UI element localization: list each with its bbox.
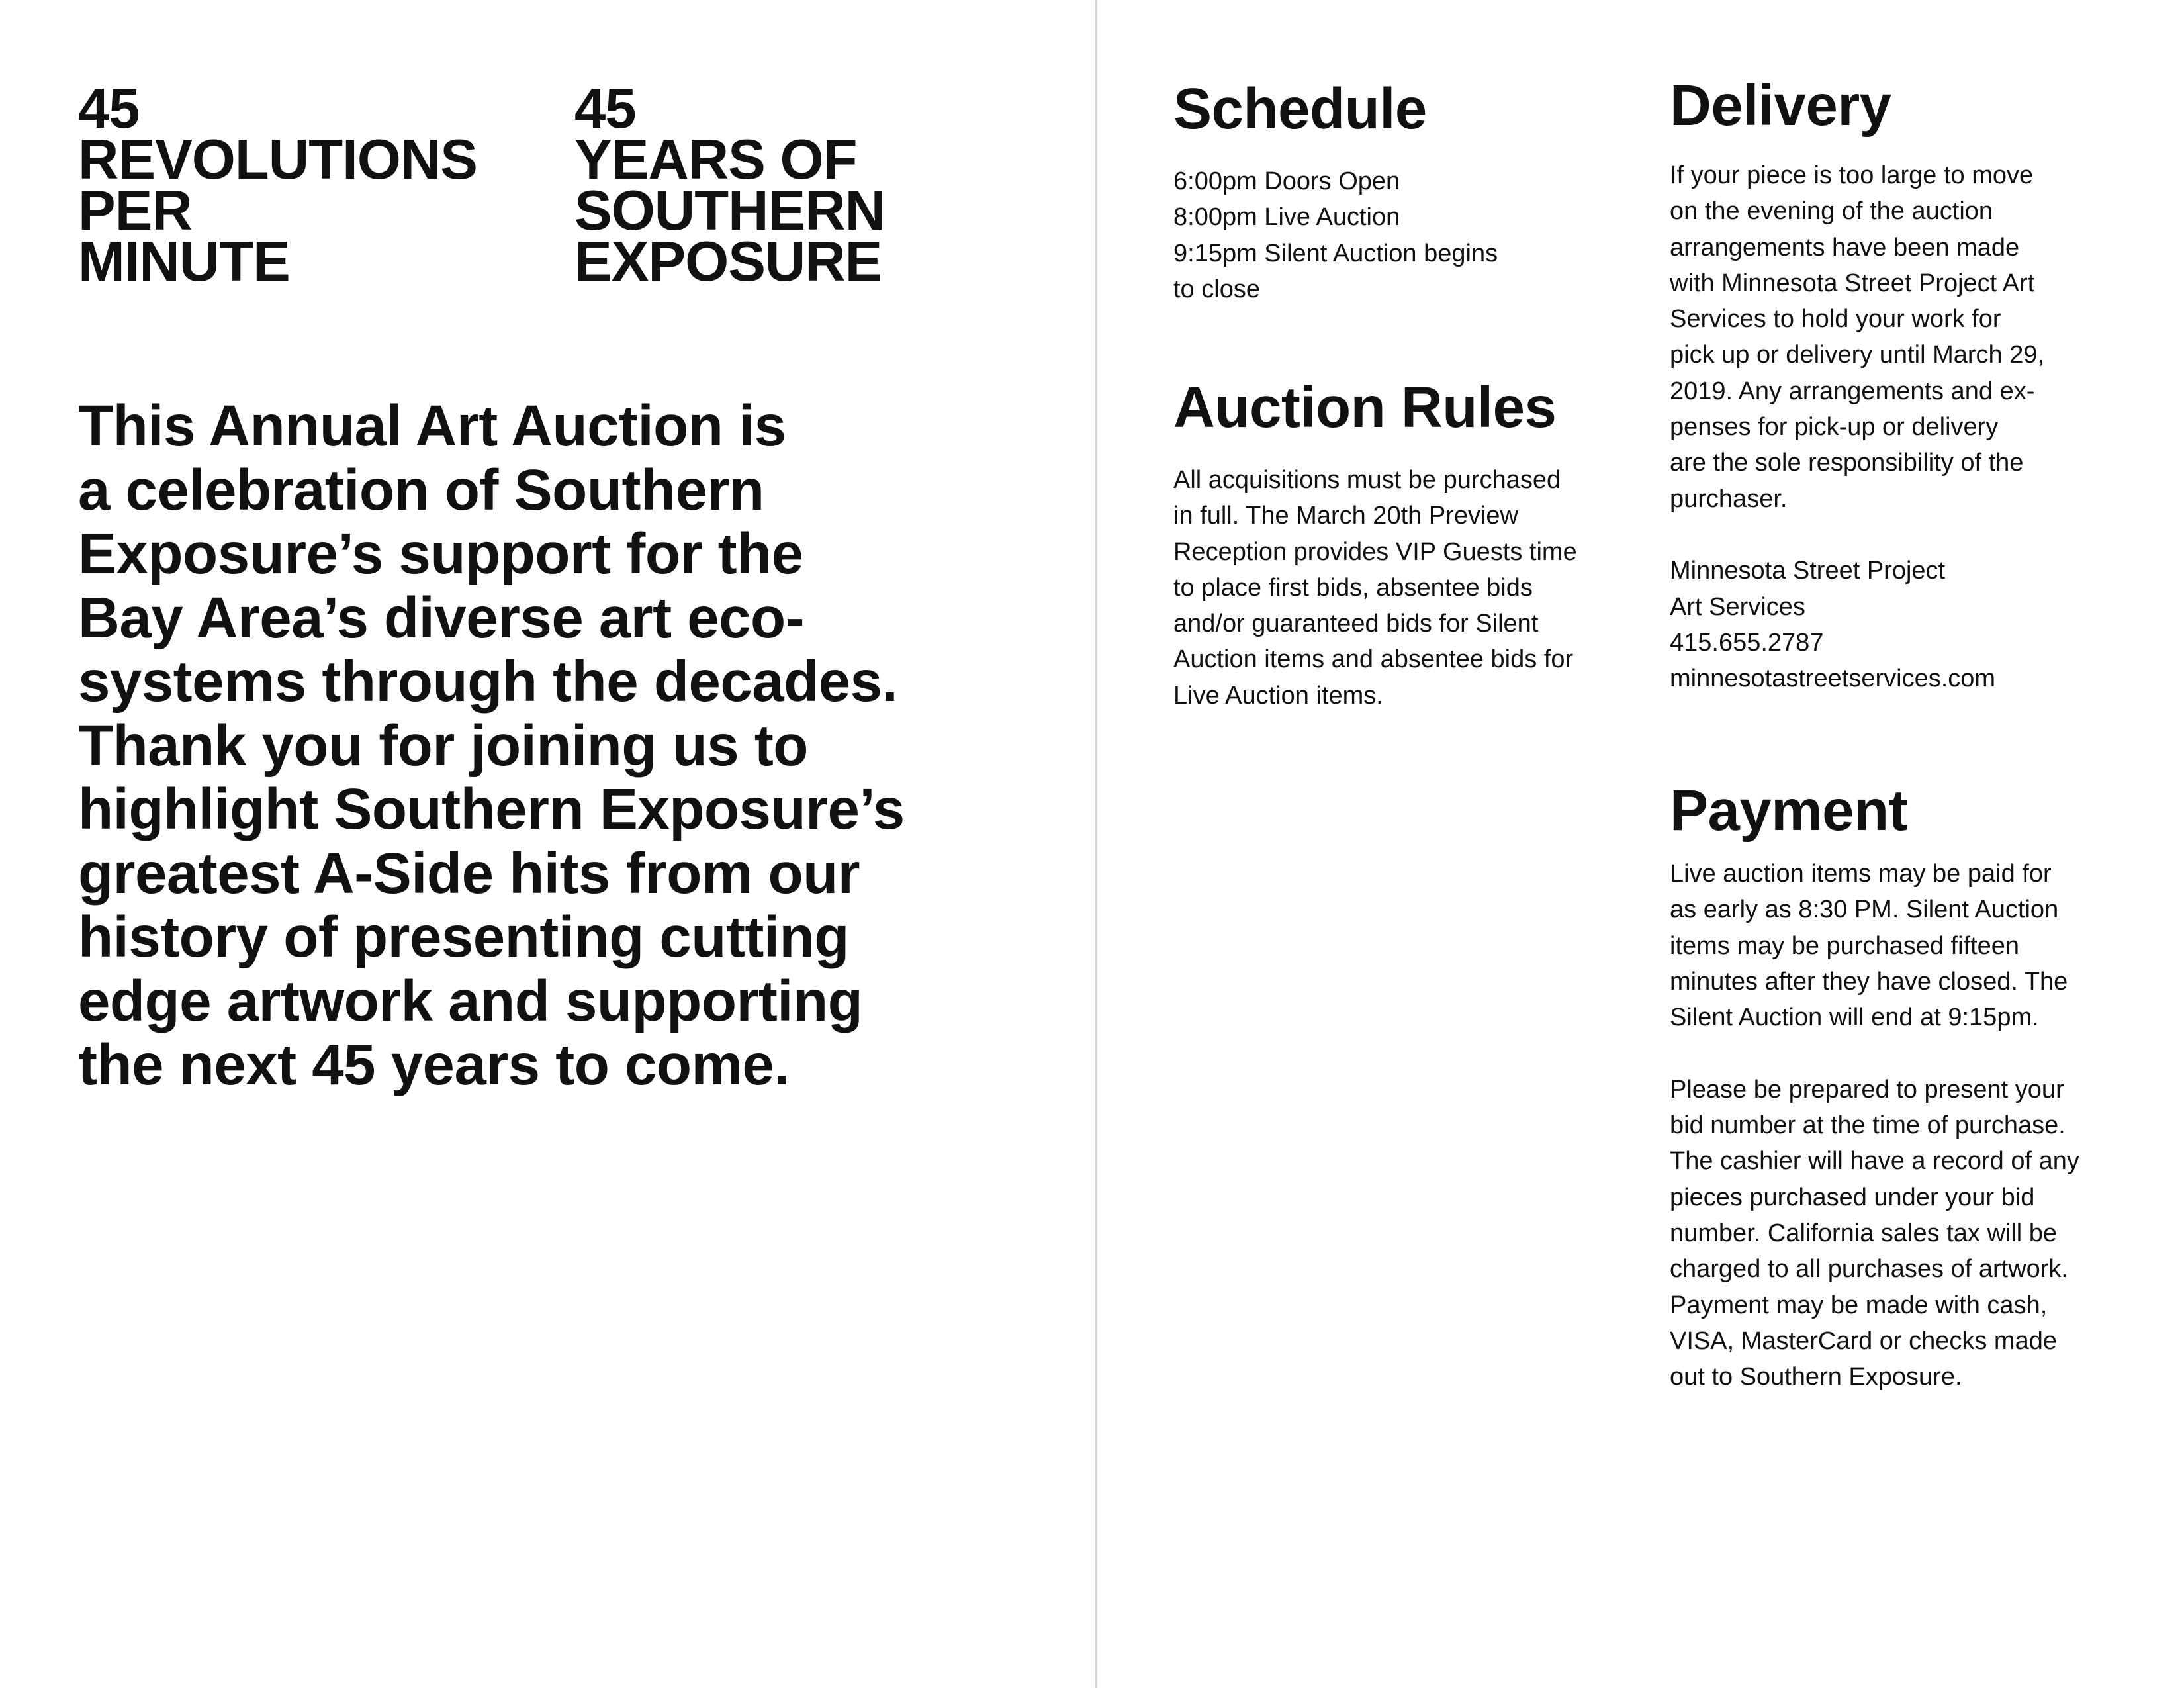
payment-line: number. California sales tax will be bbox=[1670, 1219, 2058, 1247]
delivery-contact-name: Minnesota Street Project bbox=[1670, 557, 1946, 585]
paragraph-spacer bbox=[1670, 517, 2160, 553]
payment-line: Live auction items may be paid for bbox=[1670, 860, 2052, 888]
schedule-line: 8:00pm Live Auction bbox=[1173, 203, 1400, 232]
intro-line: Exposure’s support for the bbox=[78, 522, 803, 586]
payment-line: out to Southern Exposure. bbox=[1670, 1363, 1962, 1391]
delivery-line: Services to hold your work for bbox=[1670, 305, 2001, 334]
auction-rules-line: Reception provides VIP Guests time bbox=[1173, 538, 1577, 566]
intro-line: systems through the decades. bbox=[78, 649, 898, 714]
delivery-contact-website: minnesotastreetservices.com bbox=[1670, 665, 1996, 693]
intro-line: the next 45 years to come. bbox=[78, 1033, 790, 1097]
payment-line: Please be prepared to present your bbox=[1670, 1075, 2064, 1103]
delivery-line: If your piece is too large to move bbox=[1670, 162, 2034, 189]
auction-rules-body bbox=[1173, 462, 1650, 714]
payment-line: Payment may be made with cash, bbox=[1670, 1291, 2048, 1319]
payment-body bbox=[1670, 856, 2160, 1395]
schedule-line: 6:00pm Doors Open bbox=[1173, 167, 1400, 195]
delivery-line: 2019. Any arrangements and ex- bbox=[1670, 377, 2035, 405]
page-spread-divider bbox=[1095, 0, 1097, 1688]
title-line: YEARS OF bbox=[574, 128, 857, 191]
intro-line: highlight Southern Exposure’s bbox=[78, 777, 905, 841]
intro-line: Thank you for joining us to bbox=[78, 713, 808, 778]
payment-line: VISA, MasterCard or checks made bbox=[1670, 1327, 2057, 1355]
auction-rules-line: in full. The March 20th Preview bbox=[1173, 502, 1518, 530]
delivery-contact-name: Art Services bbox=[1670, 592, 1805, 621]
schedule-section bbox=[1173, 76, 1650, 307]
payment-line: pieces purchased under your bid bbox=[1670, 1183, 2035, 1211]
payment-heading: Payment bbox=[1670, 778, 1908, 843]
payment-line: minutes after they have closed. The bbox=[1670, 967, 2068, 996]
schedule-body bbox=[1173, 164, 1650, 307]
intro-line: history of presenting cutting bbox=[78, 905, 849, 969]
delivery-line: pick up or delivery until March 29, bbox=[1670, 341, 2045, 369]
schedule-heading: Schedule bbox=[1173, 77, 1427, 141]
auction-rules-line: to place first bids, absentee bids bbox=[1173, 573, 1533, 602]
payment-line: items may be purchased fifteen bbox=[1670, 931, 2020, 960]
title-line: 45 bbox=[574, 77, 636, 140]
delivery-line: on the evening of the auction bbox=[1670, 197, 1993, 226]
title-line: PER bbox=[78, 179, 192, 242]
payment-line: as early as 8:30 PM. Silent Auction bbox=[1670, 896, 2059, 924]
auction-rules-line: and/or guaranteed bids for Silent bbox=[1173, 610, 1539, 638]
payment-line: bid number at the time of purchase. bbox=[1670, 1111, 2066, 1140]
delivery-line: arrangements have been made bbox=[1670, 233, 2020, 261]
title-line: EXPOSURE bbox=[574, 230, 882, 293]
schedule-line: to close bbox=[1173, 275, 1260, 303]
auction-rules-section bbox=[1173, 375, 1650, 714]
intro-statement bbox=[78, 395, 1058, 1098]
delivery-contact-phone: 415.655.2787 bbox=[1670, 628, 1824, 657]
payment-line: charged to all purchases of artwork. bbox=[1670, 1255, 2068, 1284]
title-line: REVOLUTIONS bbox=[78, 128, 477, 191]
title-revolutions-per-minute bbox=[78, 77, 477, 293]
auction-rules-line: Live Auction items. bbox=[1173, 681, 1383, 710]
delivery-line: with Minnesota Street Project Art bbox=[1670, 269, 2035, 297]
payment-line: Silent Auction will end at 9:15pm. bbox=[1670, 1004, 2039, 1032]
intro-line: a celebration of Southern bbox=[78, 457, 764, 522]
title-line: SOUTHERN bbox=[574, 179, 885, 242]
payment-line: The cashier will have a record of any bbox=[1670, 1147, 2079, 1176]
title-years-of-southern-exposure bbox=[574, 77, 885, 293]
auction-rules-line: All acquisitions must be purchased bbox=[1173, 466, 1561, 494]
title-line: MINUTE bbox=[78, 230, 290, 293]
auction-rules-heading: Auction Rules bbox=[1173, 375, 1557, 440]
intro-line: Bay Area’s diverse art eco- bbox=[78, 585, 805, 650]
delivery-line: purchaser. bbox=[1670, 485, 1788, 513]
auction-rules-line: Auction items and absentee bids for bbox=[1173, 645, 1574, 674]
delivery-line: are the sole responsibility of the bbox=[1670, 449, 2024, 477]
paragraph-spacer bbox=[1670, 1035, 2160, 1071]
delivery-line: penses for pick-up or delivery bbox=[1670, 413, 1999, 442]
delivery-heading: Delivery bbox=[1670, 73, 1891, 138]
delivery-body bbox=[1670, 158, 2160, 696]
intro-line: edge artwork and supporting bbox=[78, 968, 863, 1033]
intro-line: greatest A-Side hits from our bbox=[78, 841, 860, 906]
title-line: 45 bbox=[78, 77, 140, 140]
schedule-line: 9:15pm Silent Auction begins bbox=[1173, 239, 1498, 267]
intro-line: This Annual Art Auction is bbox=[78, 394, 786, 458]
delivery-section bbox=[1670, 73, 2160, 696]
payment-section bbox=[1670, 778, 2160, 1395]
